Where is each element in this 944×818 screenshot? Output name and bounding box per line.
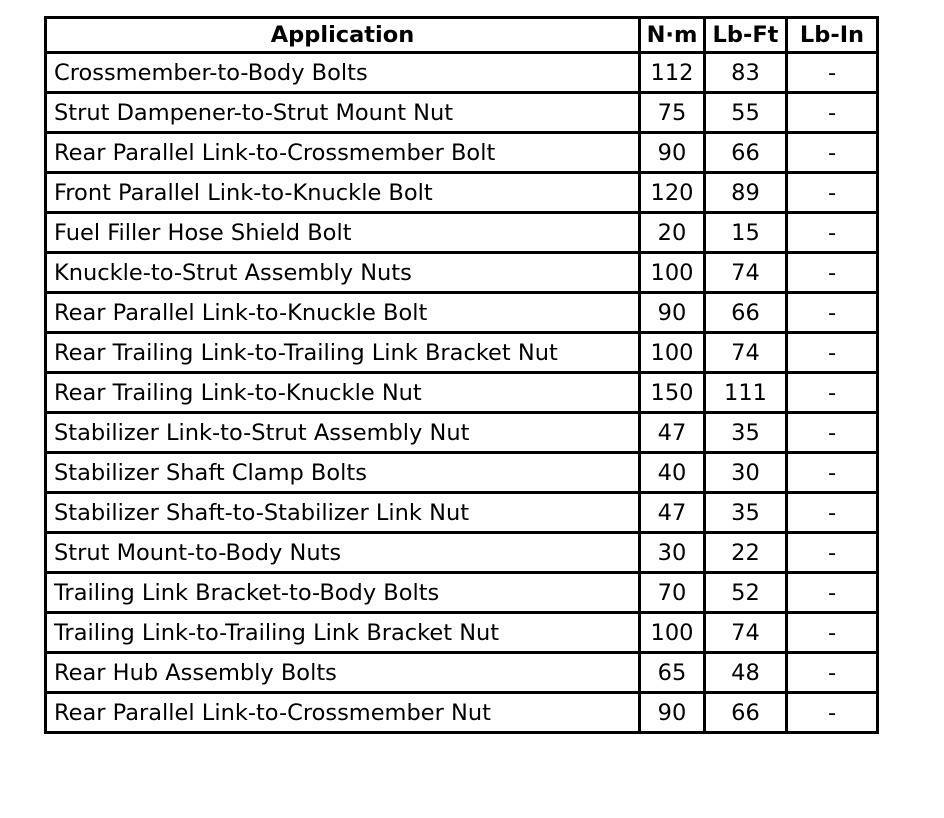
- cell-lbin: -: [787, 53, 878, 93]
- table-row: [46, 93, 878, 133]
- cell-application: Front Parallel Link-to-Knuckle Bolt: [46, 173, 640, 213]
- table-row: [46, 453, 878, 493]
- cell-lbin: -: [787, 653, 878, 693]
- cell-application: Strut Dampener-to-Strut Mount Nut: [46, 93, 640, 133]
- cell-lbft: 66: [705, 693, 787, 733]
- header-application: Application: [46, 18, 640, 53]
- cell-nm: 47: [640, 493, 705, 533]
- cell-lbin: -: [787, 133, 878, 173]
- cell-lbft: 35: [705, 493, 787, 533]
- cell-lbin: -: [787, 93, 878, 133]
- cell-lbft: 74: [705, 253, 787, 293]
- table-row: [46, 133, 878, 173]
- cell-lbft: 74: [705, 613, 787, 653]
- table-row: [46, 213, 878, 253]
- header-lbin: Lb-In: [787, 18, 878, 53]
- cell-nm: 100: [640, 253, 705, 293]
- table-row: [46, 53, 878, 93]
- cell-lbft: 74: [705, 333, 787, 373]
- cell-nm: 90: [640, 133, 705, 173]
- cell-application: Trailing Link-to-Trailing Link Bracket Nut: [46, 613, 640, 653]
- cell-lbft: 66: [705, 293, 787, 333]
- cell-nm: 47: [640, 413, 705, 453]
- cell-lbft: 55: [705, 93, 787, 133]
- cell-application: Stabilizer Link-to-Strut Assembly Nut: [46, 413, 640, 453]
- cell-lbin: -: [787, 533, 878, 573]
- cell-nm: 65: [640, 653, 705, 693]
- cell-nm: 100: [640, 333, 705, 373]
- cell-application: Rear Hub Assembly Bolts: [46, 653, 640, 693]
- header-lbft: Lb-Ft: [705, 18, 787, 53]
- cell-application: Rear Parallel Link-to-Knuckle Bolt: [46, 293, 640, 333]
- cell-nm: 90: [640, 293, 705, 333]
- cell-nm: 40: [640, 453, 705, 493]
- cell-lbft: 89: [705, 173, 787, 213]
- table-row: [46, 373, 878, 413]
- cell-lbin: -: [787, 613, 878, 653]
- cell-lbin: -: [787, 253, 878, 293]
- cell-lbin: -: [787, 373, 878, 413]
- cell-nm: 120: [640, 173, 705, 213]
- table-row: [46, 253, 878, 293]
- table-row: [46, 613, 878, 653]
- table-row: [46, 493, 878, 533]
- cell-lbft: 22: [705, 533, 787, 573]
- cell-application: Rear Parallel Link-to-Crossmember Bolt: [46, 133, 640, 173]
- cell-nm: 112: [640, 53, 705, 93]
- table-row: [46, 533, 878, 573]
- cell-lbin: -: [787, 453, 878, 493]
- cell-nm: 70: [640, 573, 705, 613]
- cell-application: Crossmember-to-Body Bolts: [46, 53, 640, 93]
- table-row: [46, 573, 878, 613]
- table-row: [46, 293, 878, 333]
- table-header-row: [46, 18, 878, 53]
- table-row: [46, 173, 878, 213]
- cell-application: Stabilizer Shaft Clamp Bolts: [46, 453, 640, 493]
- cell-lbft: 48: [705, 653, 787, 693]
- cell-nm: 100: [640, 613, 705, 653]
- cell-application: Fuel Filler Hose Shield Bolt: [46, 213, 640, 253]
- cell-nm: 20: [640, 213, 705, 253]
- cell-lbft: 35: [705, 413, 787, 453]
- cell-application: Knuckle-to-Strut Assembly Nuts: [46, 253, 640, 293]
- cell-lbin: -: [787, 573, 878, 613]
- cell-lbft: 52: [705, 573, 787, 613]
- cell-lbin: -: [787, 333, 878, 373]
- cell-application: Trailing Link Bracket-to-Body Bolts: [46, 573, 640, 613]
- cell-lbin: -: [787, 293, 878, 333]
- cell-lbin: -: [787, 493, 878, 533]
- cell-lbft: 15: [705, 213, 787, 253]
- cell-lbft: 30: [705, 453, 787, 493]
- cell-application: Stabilizer Shaft-to-Stabilizer Link Nut: [46, 493, 640, 533]
- table-row: [46, 693, 878, 733]
- cell-lbft: 111: [705, 373, 787, 413]
- torque-spec-table: [44, 16, 879, 734]
- table-row: [46, 333, 878, 373]
- cell-nm: 75: [640, 93, 705, 133]
- table-row: [46, 413, 878, 453]
- cell-nm: 90: [640, 693, 705, 733]
- cell-lbin: -: [787, 693, 878, 733]
- cell-lbft: 83: [705, 53, 787, 93]
- cell-nm: 30: [640, 533, 705, 573]
- cell-lbin: -: [787, 213, 878, 253]
- header-nm: N·m: [640, 18, 705, 53]
- cell-lbin: -: [787, 413, 878, 453]
- cell-lbft: 66: [705, 133, 787, 173]
- cell-nm: 150: [640, 373, 705, 413]
- table-row: [46, 653, 878, 693]
- cell-application: Strut Mount-to-Body Nuts: [46, 533, 640, 573]
- cell-application: Rear Trailing Link-to-Trailing Link Bracket Nut: [46, 333, 640, 373]
- cell-application: Rear Trailing Link-to-Knuckle Nut: [46, 373, 640, 413]
- cell-application: Rear Parallel Link-to-Crossmember Nut: [46, 693, 640, 733]
- cell-lbin: -: [787, 173, 878, 213]
